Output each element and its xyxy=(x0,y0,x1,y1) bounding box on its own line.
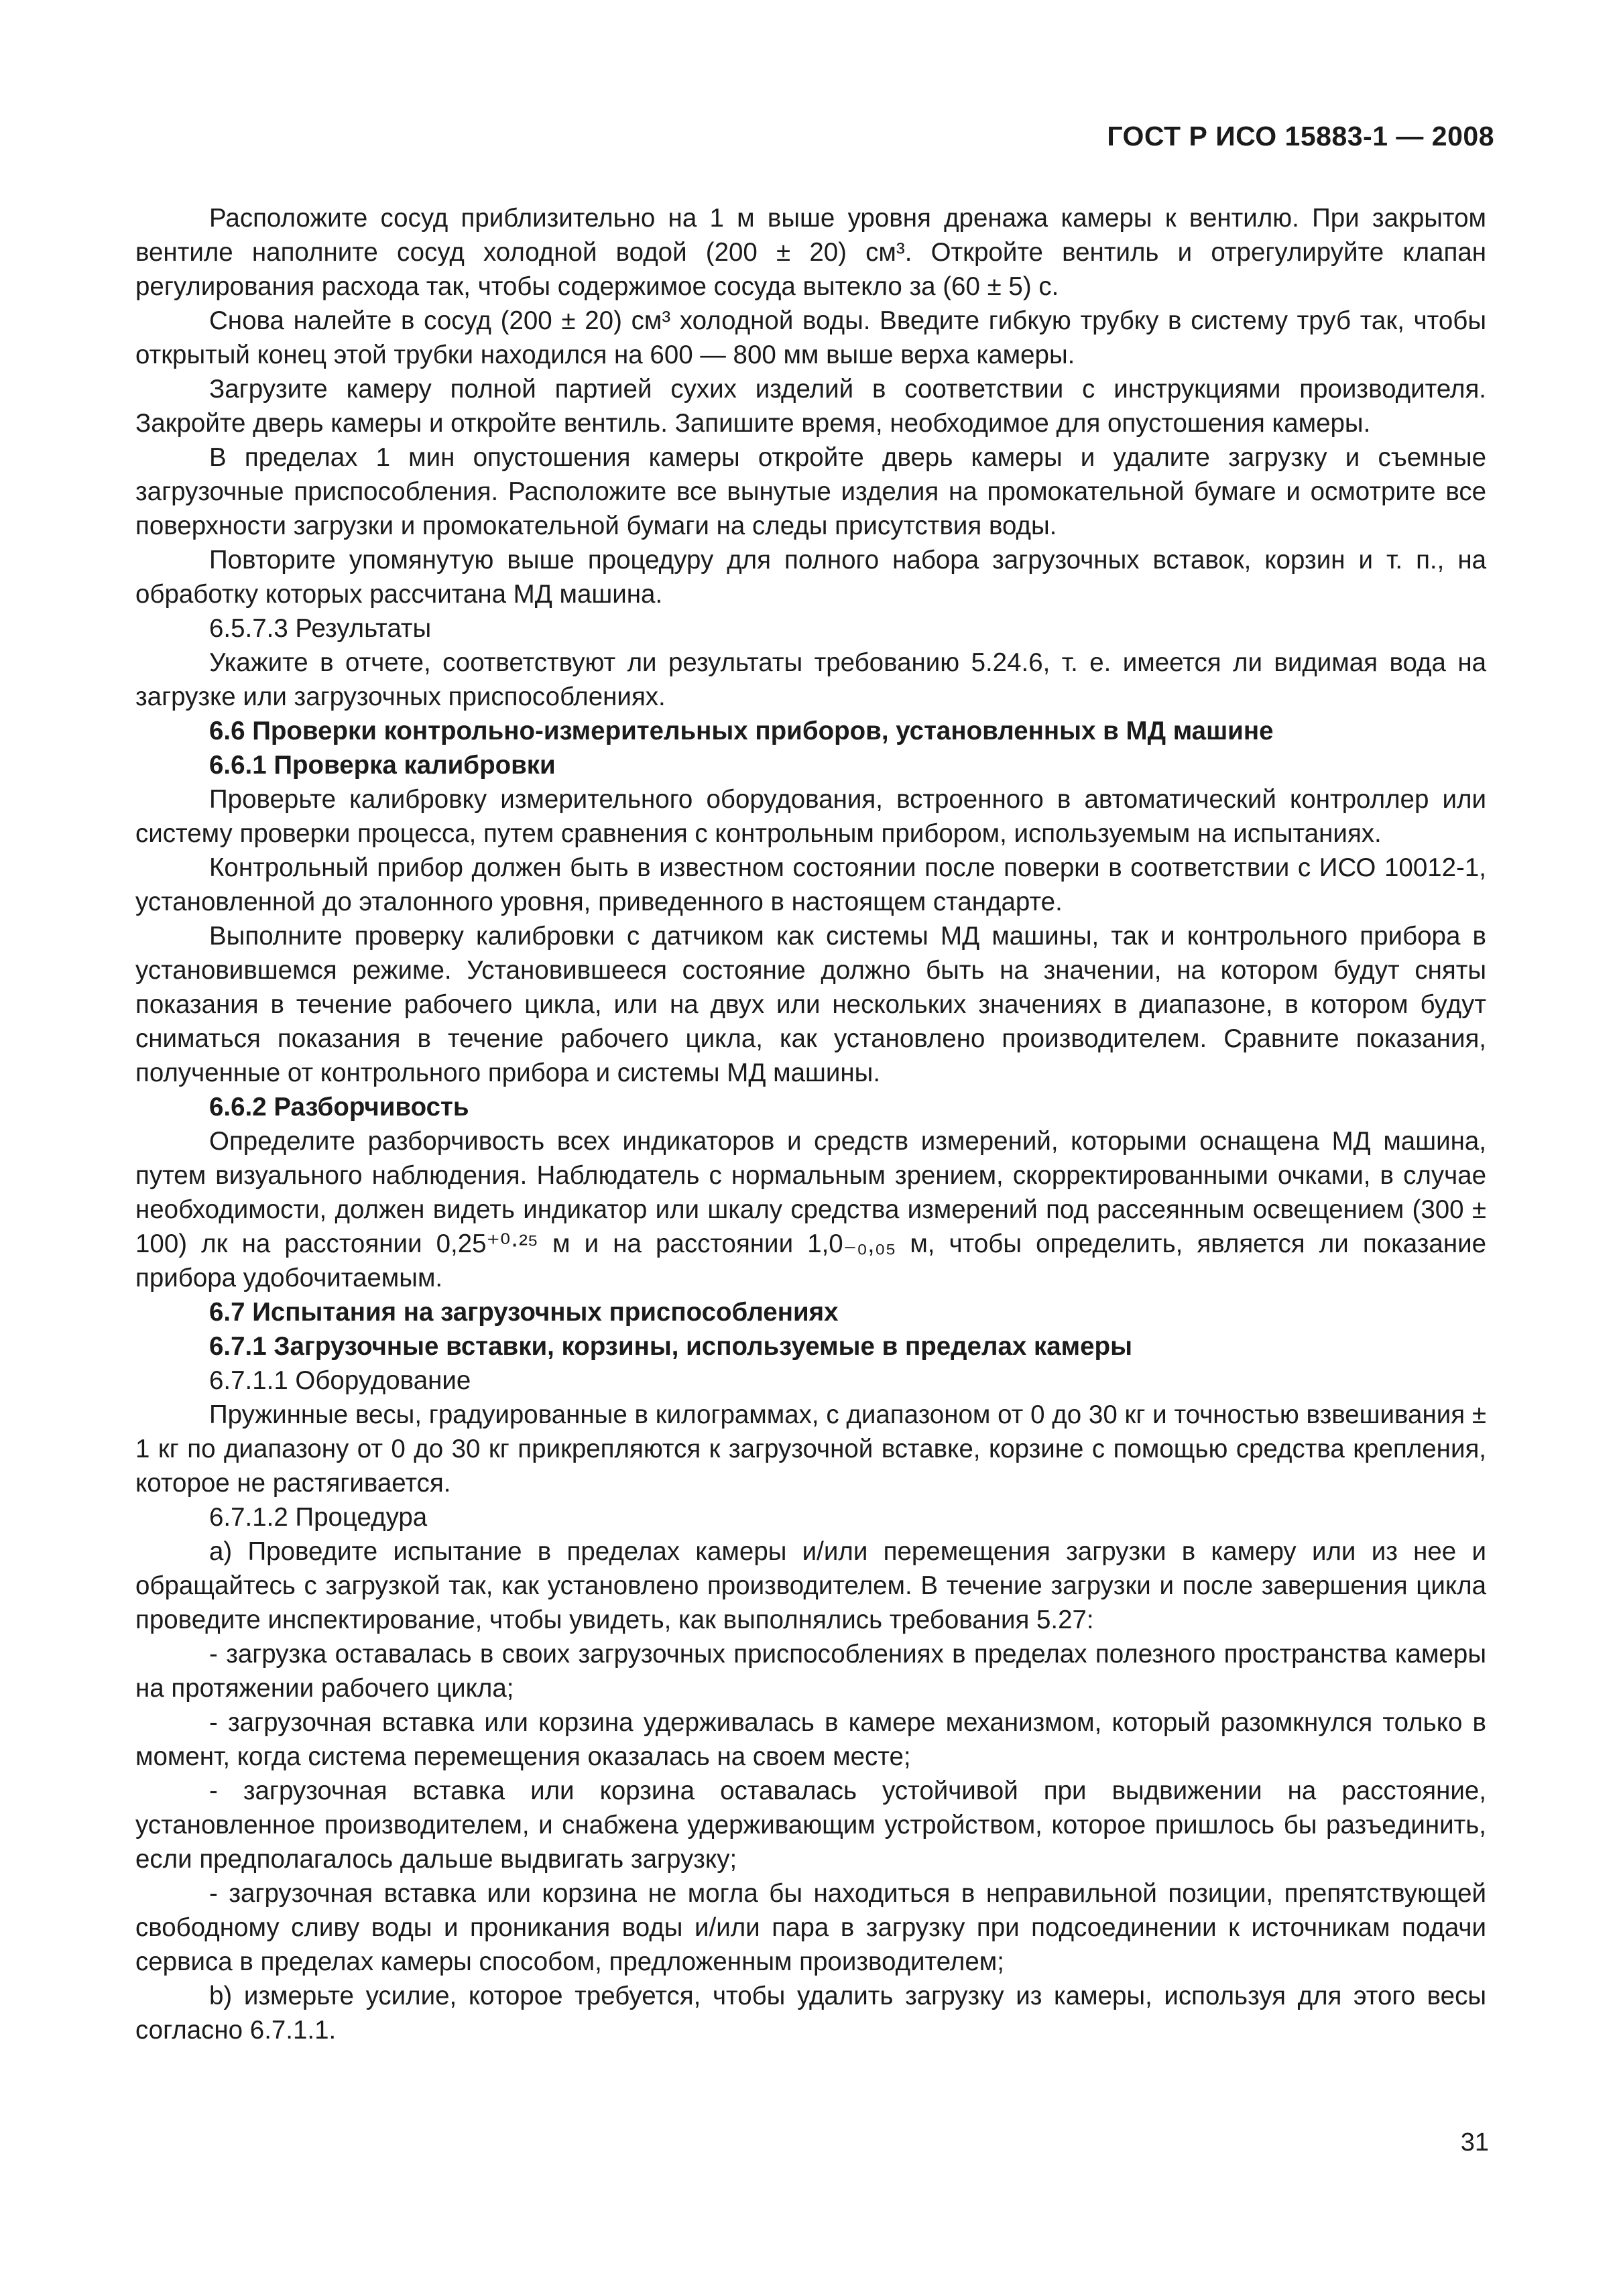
paragraph: Контрольный прибор должен быть в известном состоянии после поверки в соответствии с ИСО 10012-1, установленной до эталонного уровня, приведенного в настоящем стандарте. xyxy=(135,853,1486,916)
document-body xyxy=(135,201,1486,2047)
list-item: - загрузочная вставка или корзина удерживалась в камере механизмом, который разомкнулся только в момент, когда система перемещения оказалась на своем месте; xyxy=(135,1708,1486,1771)
document-header: ГОСТ Р ИСО 15883-1 — 2008 xyxy=(1107,121,1494,152)
paragraph: Расположите сосуд приблизительно на 1 м выше уровня дренажа камеры к вентилю. При закрытом вентиле наполните сосуд холодной водой (200 ± 20) см³. Откройте вентиль и отрегулируйте клапан регулирования расхода так, чтобы содержимое сосуда вытекло за (60 ± 5) с. xyxy=(135,204,1486,301)
paragraph: Пружинные весы, градуированные в килограммах, с диапазоном от 0 до 30 кг и точностью взвешивания ± 1 кг по диапазону от 0 до 30 кг прикрепляются к загрузочной вставке, корзине с помощью средства крепления, которое не растягивается. xyxy=(135,1400,1486,1498)
paragraph: Выполните проверку калибровки с датчиком как системы МД машины, так и контрольного прибора в установившемся режиме. Установившееся состояние должно быть на значении, на котором будут сняты показания в течение рабочего цикла, или на двух или нескольких значениях в диапазоне, в котором будут сниматься показания в течение рабочего цикла, как установлено производителем. Сравните показания, полученные от контрольного прибора и системы МД машины. xyxy=(135,922,1486,1087)
subsection-title: 6.5.7.3 Результаты xyxy=(209,614,432,643)
paragraph: Снова налейте в сосуд (200 ± 20) см³ холодной воды. Введите гибкую трубку в систему труб так, чтобы открытый конец этой трубки находился на 600 — 800 мм выше верха камеры. xyxy=(135,306,1486,369)
page-number: 31 xyxy=(1460,2128,1489,2157)
paragraph: Определите разборчивость всех индикаторов и средств измерений, которыми оснащена МД машина, путем визуального наблюдения. Наблюдатель с нормальным зрением, скорректированными очками, в случае необходимости, должен видеть индикатор или шкалу средства измерений под рассеянным освещением (300 ± 100) лк на расстоянии 0,25⁺⁰·²⁵ м и на расстоянии 1,0₋₀,₀₅ м, чтобы определить, является ли показание прибора удобочитаемым. xyxy=(135,1127,1486,1292)
list-item: - загрузочная вставка или корзина не могла бы находиться в неправильной позиции, препятствующей свободному сливу воды и проникания воды и/или пара в загрузку при подсоединении к источникам подачи сервиса в пределах камеры способом, предложенным производителем; xyxy=(135,1879,1486,1976)
paragraph: Загрузите камеру полной партией сухих изделий в соответствии с инструкциями производителя. Закройте дверь камеры и откройте вентиль. Запишите время, необходимое для опустошения камеры. xyxy=(135,375,1486,438)
list-item: - загрузочная вставка или корзина оставалась устойчивой при выдвижении на расстояние, установленное производителем, и снабжена удерживающим устройством, которое пришлось бы разъединить, если предполагалось дальше выдвигать загрузку; xyxy=(135,1776,1486,1874)
section-heading: 6.7.1 Загрузочные вставки, корзины, используемые в пределах камеры xyxy=(209,1332,1132,1361)
list-item: - загрузка оставалась в своих загрузочных приспособлениях в пределах полезного пространства камеры на протяжении рабочего цикла; xyxy=(135,1640,1486,1703)
section-heading: 6.6.1 Проверка калибровки xyxy=(209,751,556,780)
section-heading: 6.7 Испытания на загрузочных приспособлениях xyxy=(209,1298,839,1327)
paragraph: Проверьте калибровку измерительного оборудования, встроенного в автоматический контроллер или систему проверки процесса, путем сравнения с контрольным прибором, используемым на испытаниях. xyxy=(135,785,1486,848)
section-heading: 6.6.2 Разборчивость xyxy=(209,1093,469,1122)
paragraph: a) Проведите испытание в пределах камеры и/или перемещения загрузки в камеру или из нее и обращайтесь с загрузкой так, как установлено производителем. В течение загрузки и после завершения цикла проведите инспектирование, чтобы увидеть, как выполнялись требования 5.27: xyxy=(135,1537,1486,1634)
paragraph: В пределах 1 мин опустошения камеры откройте дверь камеры и удалите загрузку и съемные загрузочные приспособления. Расположите все вынутые изделия на промокательной бумаге и осмотрите все поверхности загрузки и промокательной бумаги на следы присутствия воды. xyxy=(135,443,1486,540)
section-heading: 6.6 Проверки контрольно-измерительных приборов, установленных в МД машине xyxy=(209,717,1274,745)
paragraph: Укажите в отчете, соответствуют ли результаты требованию 5.24.6, т. е. имеется ли видимая вода на загрузке или загрузочных приспособлениях. xyxy=(135,648,1486,711)
paragraph: b) измерьте усилие, которое требуется, чтобы удалить загрузку из камеры, используя для этого весы согласно 6.7.1.1. xyxy=(135,1982,1486,2045)
subsection-title: 6.7.1.1 Оборудование xyxy=(209,1366,471,1395)
paragraph: Повторите упомянутую выше процедуру для полного набора загрузочных вставок, корзин и т. п., на обработку которых рассчитана МД машина. xyxy=(135,546,1486,609)
subsection-title: 6.7.1.2 Процедура xyxy=(209,1503,428,1532)
